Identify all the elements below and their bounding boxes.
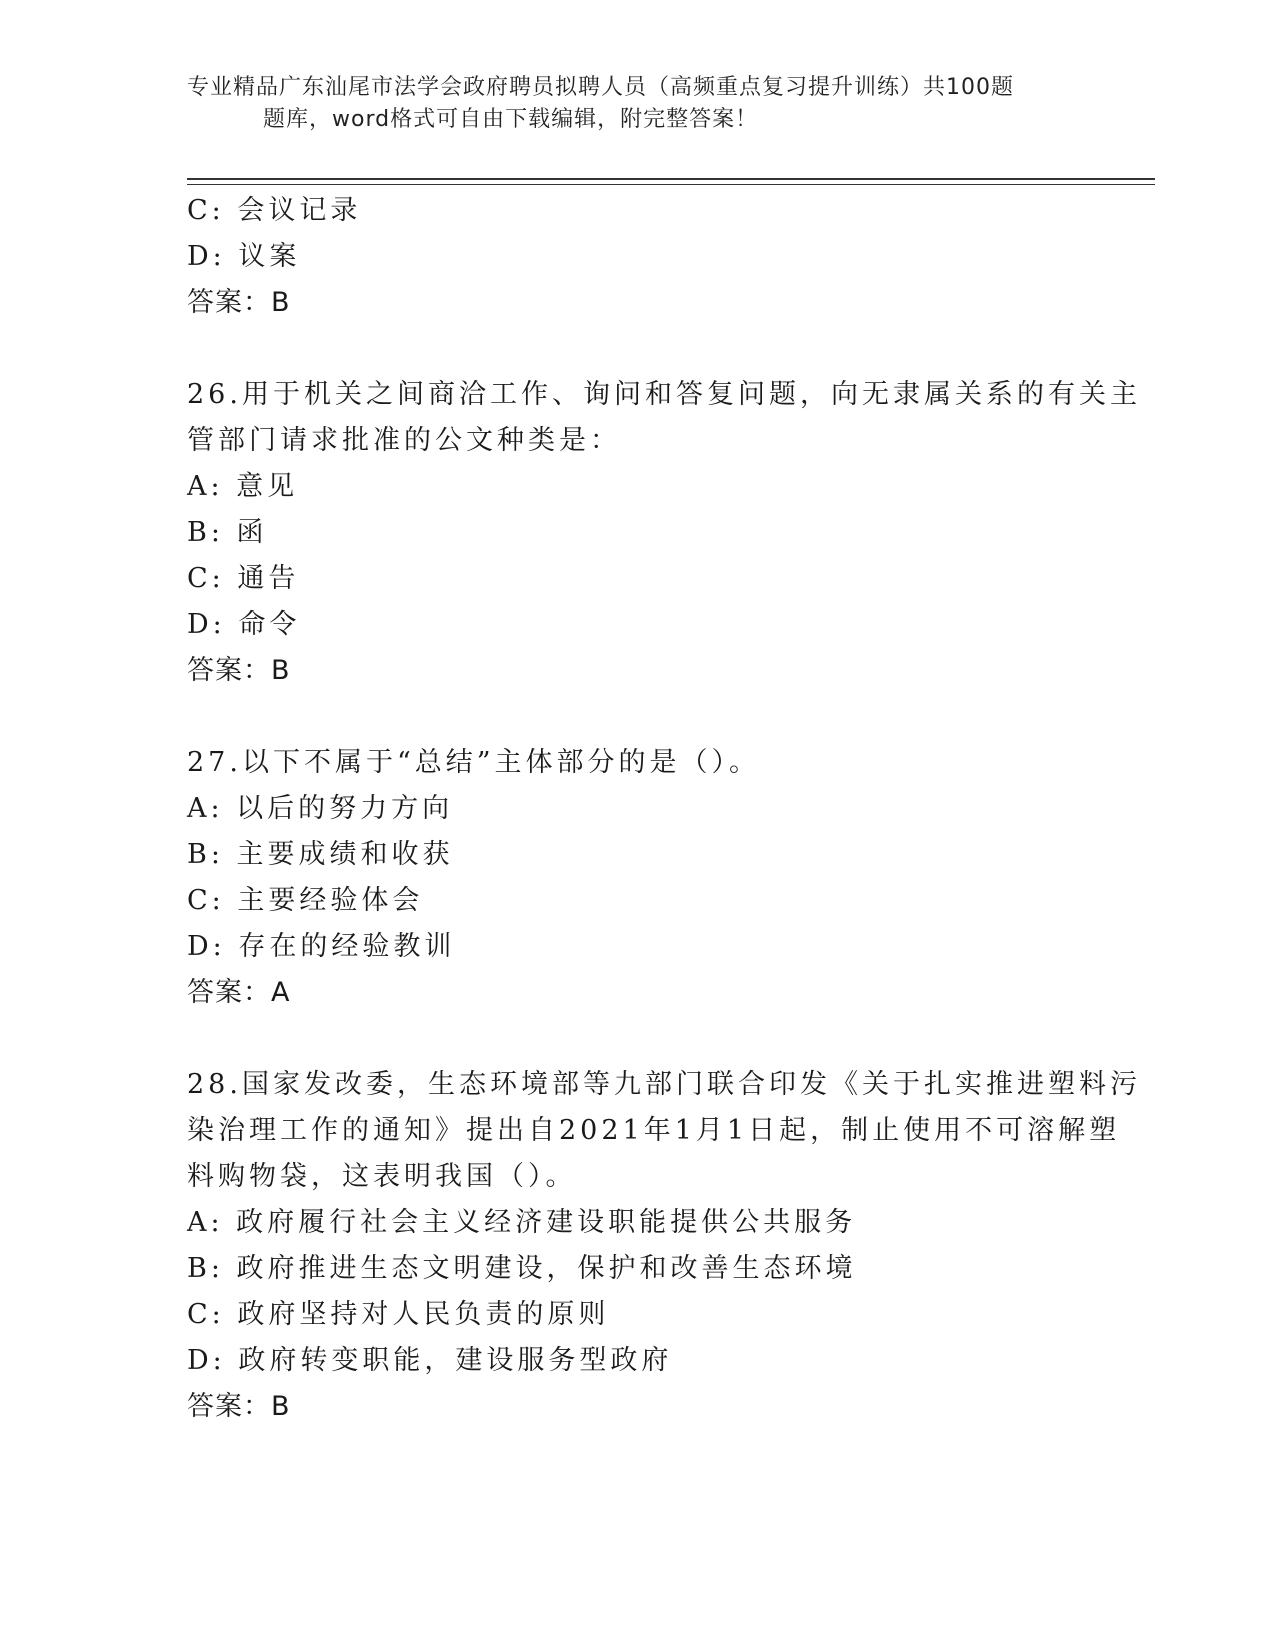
spacer	[187, 326, 1067, 372]
answer-line: 答案：B	[187, 655, 291, 686]
header-rule-thin	[187, 184, 1155, 185]
option-b: B: 函	[187, 517, 268, 548]
answer-line: 答案：B	[187, 1391, 291, 1422]
option-d: D: 命令	[187, 609, 301, 640]
question-28-text-line3: 料购物袋，这表明我国（）。	[187, 1161, 577, 1192]
question-28-text-line1: 28.国家发改委，生态环境部等九部门联合印发《关于扎实推进塑料污	[187, 1069, 1141, 1100]
option-c: C: 通告	[187, 563, 300, 594]
option-c: C: 会议记录	[187, 195, 362, 226]
question-list	[187, 188, 1141, 1430]
option-d: D: 存在的经验教训	[187, 931, 456, 962]
spacer	[187, 694, 1067, 740]
header-title-line2: 题库，word格式可自由下载编辑，附完整答案！	[263, 107, 759, 132]
option-d: D: 政府转变职能，建设服务型政府	[187, 1345, 673, 1376]
option-d: D: 议案	[187, 241, 301, 272]
page-header	[187, 72, 1087, 136]
option-a: A: 意见	[187, 471, 299, 502]
header-title-line1: 专业精品广东汕尾市法学会政府聘员拟聘人员（高频重点复习提升训练）共100题	[187, 75, 1014, 100]
option-c: C: 政府坚持对人民负责的原则	[187, 1299, 610, 1330]
option-b: B: 政府推进生态文明建设，保护和改善生态环境	[187, 1253, 857, 1284]
header-rule	[187, 178, 1155, 180]
option-a: A: 以后的努力方向	[187, 793, 454, 824]
question-26-text-line1: 26.用于机关之间商洽工作、询问和答复问题，向无隶属关系的有关主	[187, 379, 1141, 410]
option-c: C: 主要经验体会	[187, 885, 424, 916]
option-a: A: 政府履行社会主义经济建设职能提供公共服务	[187, 1207, 857, 1238]
answer-line: 答案：B	[187, 287, 291, 318]
question-26-text-line2: 管部门请求批准的公文种类是：	[187, 425, 621, 456]
question-27-text: 27.以下不属于“总结”主体部分的是（）。	[187, 747, 761, 778]
answer-line: 答案：A	[187, 977, 291, 1008]
option-b: B: 主要成绩和收获	[187, 839, 454, 870]
question-28-text-line2: 染治理工作的通知》提出自2021年1月1日起，制止使用不可溶解塑	[187, 1115, 1121, 1146]
spacer	[187, 1016, 1067, 1062]
